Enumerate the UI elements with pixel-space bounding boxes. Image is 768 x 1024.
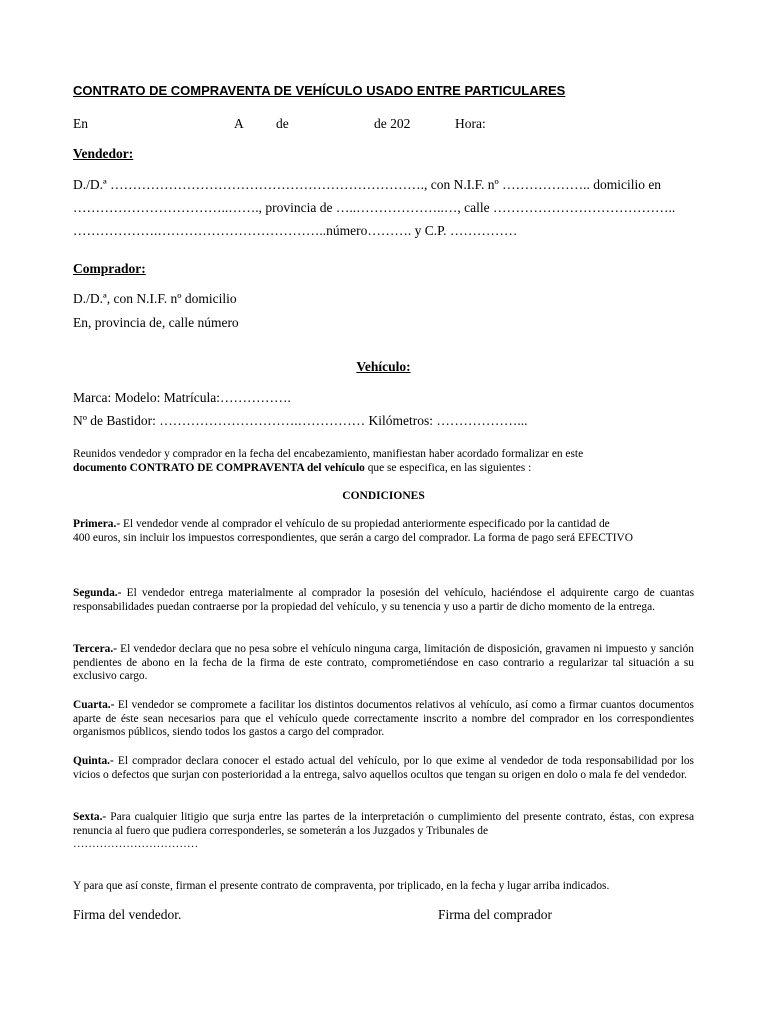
intro-rest: que se especifica, en las siguientes : <box>364 461 532 474</box>
clause-tercera-label: Tercera.- <box>73 643 117 655</box>
en-label: En <box>73 116 88 131</box>
clause-primera-label: Primera.- <box>73 518 121 530</box>
comprador-line-1: D./D.ª, con N.I.F. nº domicilio <box>73 291 237 306</box>
de-label: de <box>276 116 289 131</box>
vehiculo-heading <box>73 359 694 375</box>
closing-paragraph: Y para que así conste, firman el presente contrato de compraventa, por triplicado, en la fecha y lugar arriba indicados. <box>73 880 610 892</box>
intro-paragraph <box>73 448 694 475</box>
clause-segunda-text: El vendedor entrega materialmente al comprador la posesión del vehículo, haciéndose el adquirente cargo de cuantas responsabilidades puedan contraerse por la propiedad del vehículo, y su tenencia y uso a partir de dicho momento de la entrega. <box>73 587 694 613</box>
clause-sexta-label: Sexta.- <box>73 811 107 823</box>
clause-cuarta <box>73 699 694 740</box>
vehiculo-line-2: Nº de Bastidor: ………………………….…………… Kilómetros: ………………... <box>73 413 528 428</box>
clause-primera-text: El vendedor vende al comprador el vehículo de su propiedad anteriormente especificado por la cantidad de <box>120 518 610 530</box>
clause-tercera-text: El vendedor declara que no pesa sobre el vehículo ninguna carga, limitación de disposición, gravamen ni impuesto y sanción pendientes de abono en la fecha de la firma de este contrato, comprometiéndose en caso contrario a regularizar tal situación a su exclusivo cargo. <box>73 643 694 683</box>
intro-bold: documento CONTRATO DE COMPRAVENTA del vehículo <box>73 461 365 474</box>
year-label: de 202 <box>374 116 411 131</box>
clause-quinta-text: El comprador declara conocer el estado actual del vehículo, por lo que exime al vendedor de toda responsabilidad por los vicios o defectos que surjan con posterioridad a la entrega, salvo aquellos ocultos que tengan su origen en dolo o mala fe del vendedor. <box>73 755 694 781</box>
clause-sexta-text-2: …………………………… <box>73 838 199 851</box>
vendedor-heading: Vendedor: <box>73 146 134 161</box>
intro-line-1: Reunidos vendedor y comprador en la fecha del encabezamiento, manifiestan haber acordado formalizar en este <box>73 448 584 460</box>
clause-primera <box>73 518 694 545</box>
firma-comprador: Firma del comprador <box>438 907 552 922</box>
clause-cuarta-label: Cuarta.- <box>73 699 115 711</box>
vendedor-line-3: ……………….………………………………..número………. y C.P. …………… <box>73 223 518 238</box>
vehiculo-line-1: Marca: Modelo: Matrícula:……………. <box>73 390 291 405</box>
clause-segunda-label: Segunda.- <box>73 587 122 599</box>
clause-quinta-label: Quinta.- <box>73 755 114 767</box>
clause-sexta <box>73 811 694 852</box>
clause-quinta <box>73 755 694 782</box>
document-title: CONTRATO DE COMPRAVENTA DE VEHÍCULO USADO ENTRE PARTICULARES <box>73 83 566 98</box>
clause-tercera <box>73 643 694 684</box>
place-date-line <box>73 116 694 134</box>
clause-sexta-text: Para cualquier litigio que surja entre las partes de la interpretación o cumplimiento del presente contrato, éstas, con expresa renuncia al fuero que pudiera corresponderles, se someterán a los Juzgados y Tribunales de <box>73 811 694 837</box>
firma-vendedor: Firma del vendedor. <box>73 907 182 922</box>
vendedor-line-1: D./D.ª ……………………………………………………………., con N.I.F. nº ……………….. domicilio en <box>73 177 662 192</box>
comprador-heading: Comprador: <box>73 261 146 276</box>
hora-label: Hora: <box>455 116 486 131</box>
clause-segunda <box>73 587 694 614</box>
condiciones-title: CONDICIONES <box>342 490 425 502</box>
clause-primera-text-2: 400 euros, sin incluir los impuestos correspondientes, que serán a cargo del comprador. La forma de pago será EFECTIVO <box>73 531 633 544</box>
clause-cuarta-text: El vendedor se compromete a facilitar los distintos documentos relativos al vehículo, así como a firmar cuantos documentos aparte de éste sean necesarios para que el vehículo quede correctamente inscrito a nombre del comprador en los correspondientes organismos públicos, siendo todos los gastos a cargo del comprador. <box>73 699 694 739</box>
vehiculo-heading-text: Vehículo: <box>356 359 411 374</box>
a-label: A <box>234 116 244 131</box>
vendedor-line-2: ……………………………..……., provincia de …..………………..…, calle ………………………………….. <box>73 200 676 215</box>
comprador-line-2: En, provincia de, calle número <box>73 315 239 330</box>
